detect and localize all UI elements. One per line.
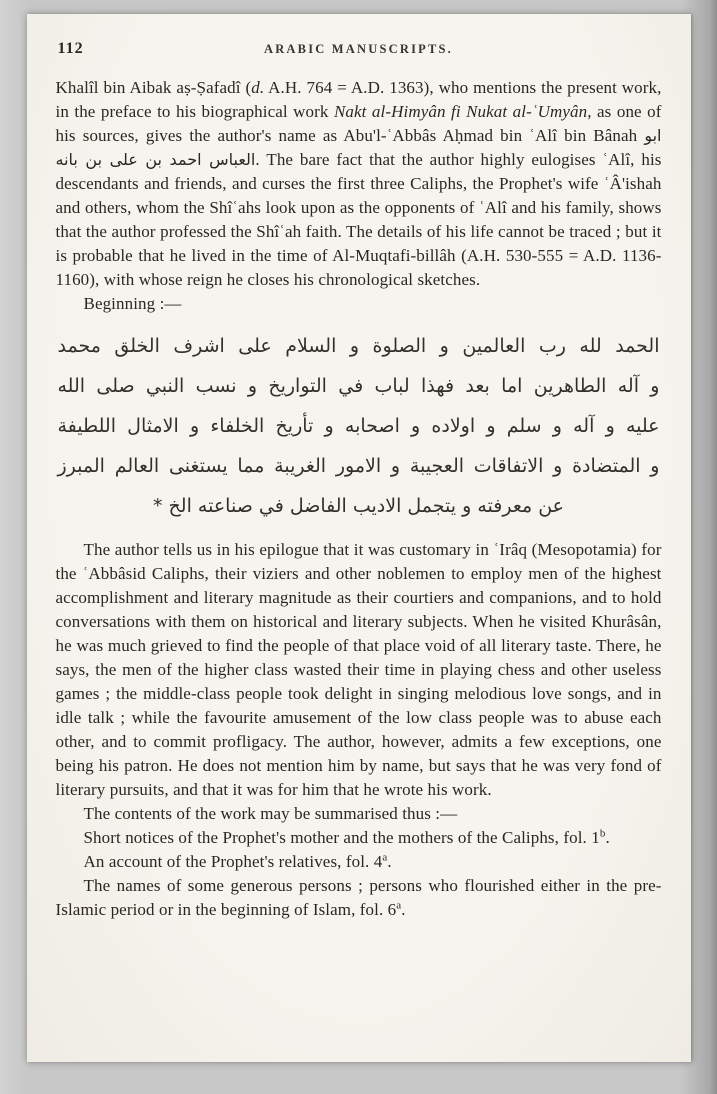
text-run: Khalîl bin Aibak aṣ-Ṣafadî ( — [55, 78, 252, 97]
paragraph-5 — [56, 850, 662, 874]
paragraph-1 — [56, 76, 662, 292]
page-body — [56, 76, 662, 922]
folio-superscript: b — [599, 827, 606, 840]
paragraph-4 — [56, 826, 662, 850]
folio-superscript: a — [396, 899, 402, 912]
arabic-line-2: و آله الطاهرين اما بعد فهذا لباب في التواريخ و نسب النبي صلى الله — [57, 375, 660, 397]
arabic-quote-block — [58, 326, 660, 526]
arabic-line-1: الحمد لله رب العالمين و الصلوة و السلام على اشرف الخلق محمد — [57, 335, 660, 357]
text-run: . — [387, 852, 392, 871]
paragraph-2: The author tells us in his epilogue that it was customary in ʿIrâq (Mesopotamia) for the ʿAbbâsid Caliphs, their viziers and other noblemen to employ men of the highest accomplishment and literary magnitude as their courtiers and companions, and to hold conversations with them on historical and literary subjects. When he visited Khurâsân, he was much grieved to find the people of that place void of all literary taste. There, he says, the men of the higher class wasted their time in playing chess and other useless games ; the middle-class people took delight in singing melodious love songs, and in idle talk ; while the favourite amusement of the low class people was to abuse each other, and to commit profligacy. The author, however, admits a few exceptions, one being his patron. He does not mention him by name, but says that he was very fond of literary pursuits, and that it was for him that he wrote his work. — [55, 540, 662, 799]
beginning-label: Beginning :— — [83, 294, 182, 313]
arabic-inline-name: ابو العباس احمد بن على بن بانه — [55, 126, 662, 169]
book-page — [27, 14, 691, 1062]
text-run: The names of some generous persons ; persons who flourished either in the pre-Islamic period or in the beginning of Islam, fol. 6 — [55, 876, 662, 919]
text-run: Short notices of the Prophet's mother and the mothers of the Caliphs, fol. 1 — [83, 828, 600, 847]
text-run: A.H. 764 = A.D. 1363), who mentions the present work, in the preface to his biographical work — [55, 78, 662, 121]
folio-superscript: a — [382, 851, 388, 864]
italic-run: d. — [251, 78, 265, 97]
paragraph-6 — [56, 874, 662, 922]
running-header: ARABIC MANUSCRIPTS. — [263, 42, 454, 56]
text-run: . — [605, 828, 610, 847]
arabic-line-3: عليه و آله و سلم و اولاده و اصحابه و تأريخ الخلفاء و الامثال اللطيفة — [57, 415, 660, 437]
arabic-line-4: و المتضادة و الاتفاقات العجيبة و الامور الغريبة مما يستغنى العالم المبرز — [57, 455, 660, 477]
paragraph-3: The contents of the work may be summarised thus :— — [83, 804, 458, 823]
page-header — [56, 40, 662, 62]
text-run: An account of the Prophet's relatives, fol. 4 — [83, 852, 383, 871]
text-run: . — [401, 900, 406, 919]
arabic-line-5: عن معرفته و يتجمل الاديب الفاضل في صناعته الخ * — [153, 495, 564, 517]
text-run: , as one of his sources, gives the author's name as Abu'l-ʿAbbâs Aḥmad bin ʿAlî bin Bânah — [55, 102, 662, 145]
page-number: 112 — [57, 40, 84, 57]
text-run: . The bare fact that the author highly eulogises ʿAlî, his descendants and friends, and curses the first three Caliphs, the Prophet's wife ʿÂ'ishah and others, whom the Shîʿahs look upon as the opponents of ʿAlî and his family, shows that the author professed the Shîʿah faith. The details of his life cannot be traced ; but it is probable that he lived in the time of Al-Muqtafi-billâh (A.H. 530-555 = A.D. 1136-1160), with whose reign he closes his chronological sketches. — [55, 150, 662, 289]
book-title-italic: Nakt al-Himyân fi Nukat al-ʿUmyân — [333, 102, 588, 121]
